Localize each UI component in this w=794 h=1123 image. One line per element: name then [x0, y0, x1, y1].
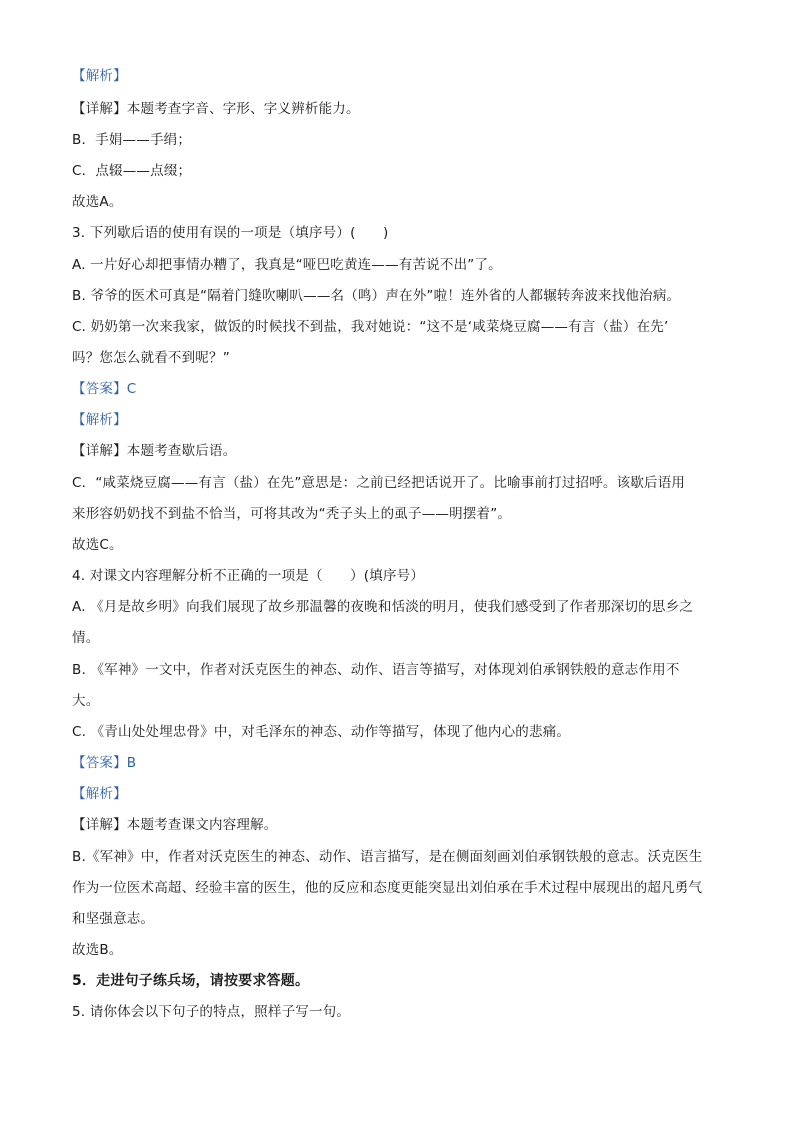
option-a-cont: 情。 — [72, 630, 100, 646]
explanation-line: B.《军神》中，作者对沃克医生的神态、动作、语言描写，是在侧面刻画刘伯承钢铁般的意志。沃克医生 — [72, 849, 703, 865]
section-heading: 5．走进句子练兵场，请按要求答题。 — [72, 973, 310, 989]
question-3: 3. 下列歇后语的使用有误的一项是（填序号）( ) — [72, 225, 389, 241]
analysis-label: 【解析】 — [72, 786, 127, 802]
option-a: A. 一片好心却把事情办糟了，我真是“哑巴吃黄连——有苦说不出”了。 — [72, 257, 502, 273]
option-line: C．点辍——点缀； — [72, 163, 192, 179]
explanation-line: C．“咸菜烧豆腐——有言（盐）在先”意思是：之前已经把话说开了。比喻事前打过招呼。该歇后语用 — [72, 475, 686, 491]
conclusion-line: 故选B。 — [72, 942, 123, 958]
conclusion-line: 故选A。 — [72, 194, 123, 210]
analysis-label: 【解析】 — [72, 412, 127, 428]
answer-label: 【答案】B — [72, 755, 137, 771]
option-line: B．手娟——手绢； — [72, 132, 192, 148]
question-4: 4. 对课文内容理解分析不正确的一项是（ ）(填序号） — [72, 568, 425, 584]
option-b-cont: 大。 — [72, 693, 100, 709]
question-5: 5. 请你体会以下句子的特点，照样子写一句。 — [72, 1004, 351, 1020]
option-b: B. 《军神》一文中，作者对沃克医生的神态、动作、语言等描写，对体现刘伯承钢铁般的意志作用不 — [72, 662, 680, 678]
detail-line: 【详解】本题考查字音、字形、字义辨析能力。 — [72, 101, 360, 117]
detail-line: 【详解】本题考查课文内容理解。 — [72, 817, 278, 833]
analysis-label: 【解析】 — [72, 68, 127, 84]
option-a: A. 《月是故乡明》向我们展现了故乡那温馨的夜晚和恬淡的明月，使我们感受到了作者那深切的思乡之 — [72, 599, 693, 615]
answer-label: 【答案】C — [72, 381, 137, 397]
option-c-cont: 吗？您怎么就看不到呢？” — [72, 350, 230, 366]
detail-line: 【详解】本题考查歇后语。 — [72, 443, 237, 459]
explanation-line: 作为一位医术高超、经验丰富的医生，他的反应和态度更能突显出刘伯承在手术过程中展现出的超凡勇气 — [72, 880, 703, 896]
explanation-line: 来形容奶奶找不到盐不恰当，可将其改为“秃子头上的虱子——明摆着”。 — [72, 506, 512, 522]
option-b: B. 爷爷的医术可真是“隔着门缝吹喇叭——名（鸣）声在外”啦！连外省的人都辗转奔波来找他治病。 — [72, 288, 681, 304]
option-c: C. 奶奶第一次来我家，做饭的时候找不到盐，我对她说：“这不是‘咸菜烧豆腐——有言（盐）在先’ — [72, 319, 669, 335]
option-c: C. 《青山处处埋忠骨》中，对毛泽东的神态、动作等描写，体现了他内心的悲痛。 — [72, 724, 571, 740]
explanation-line: 和坚强意志。 — [72, 911, 155, 927]
conclusion-line: 故选C。 — [72, 537, 123, 553]
